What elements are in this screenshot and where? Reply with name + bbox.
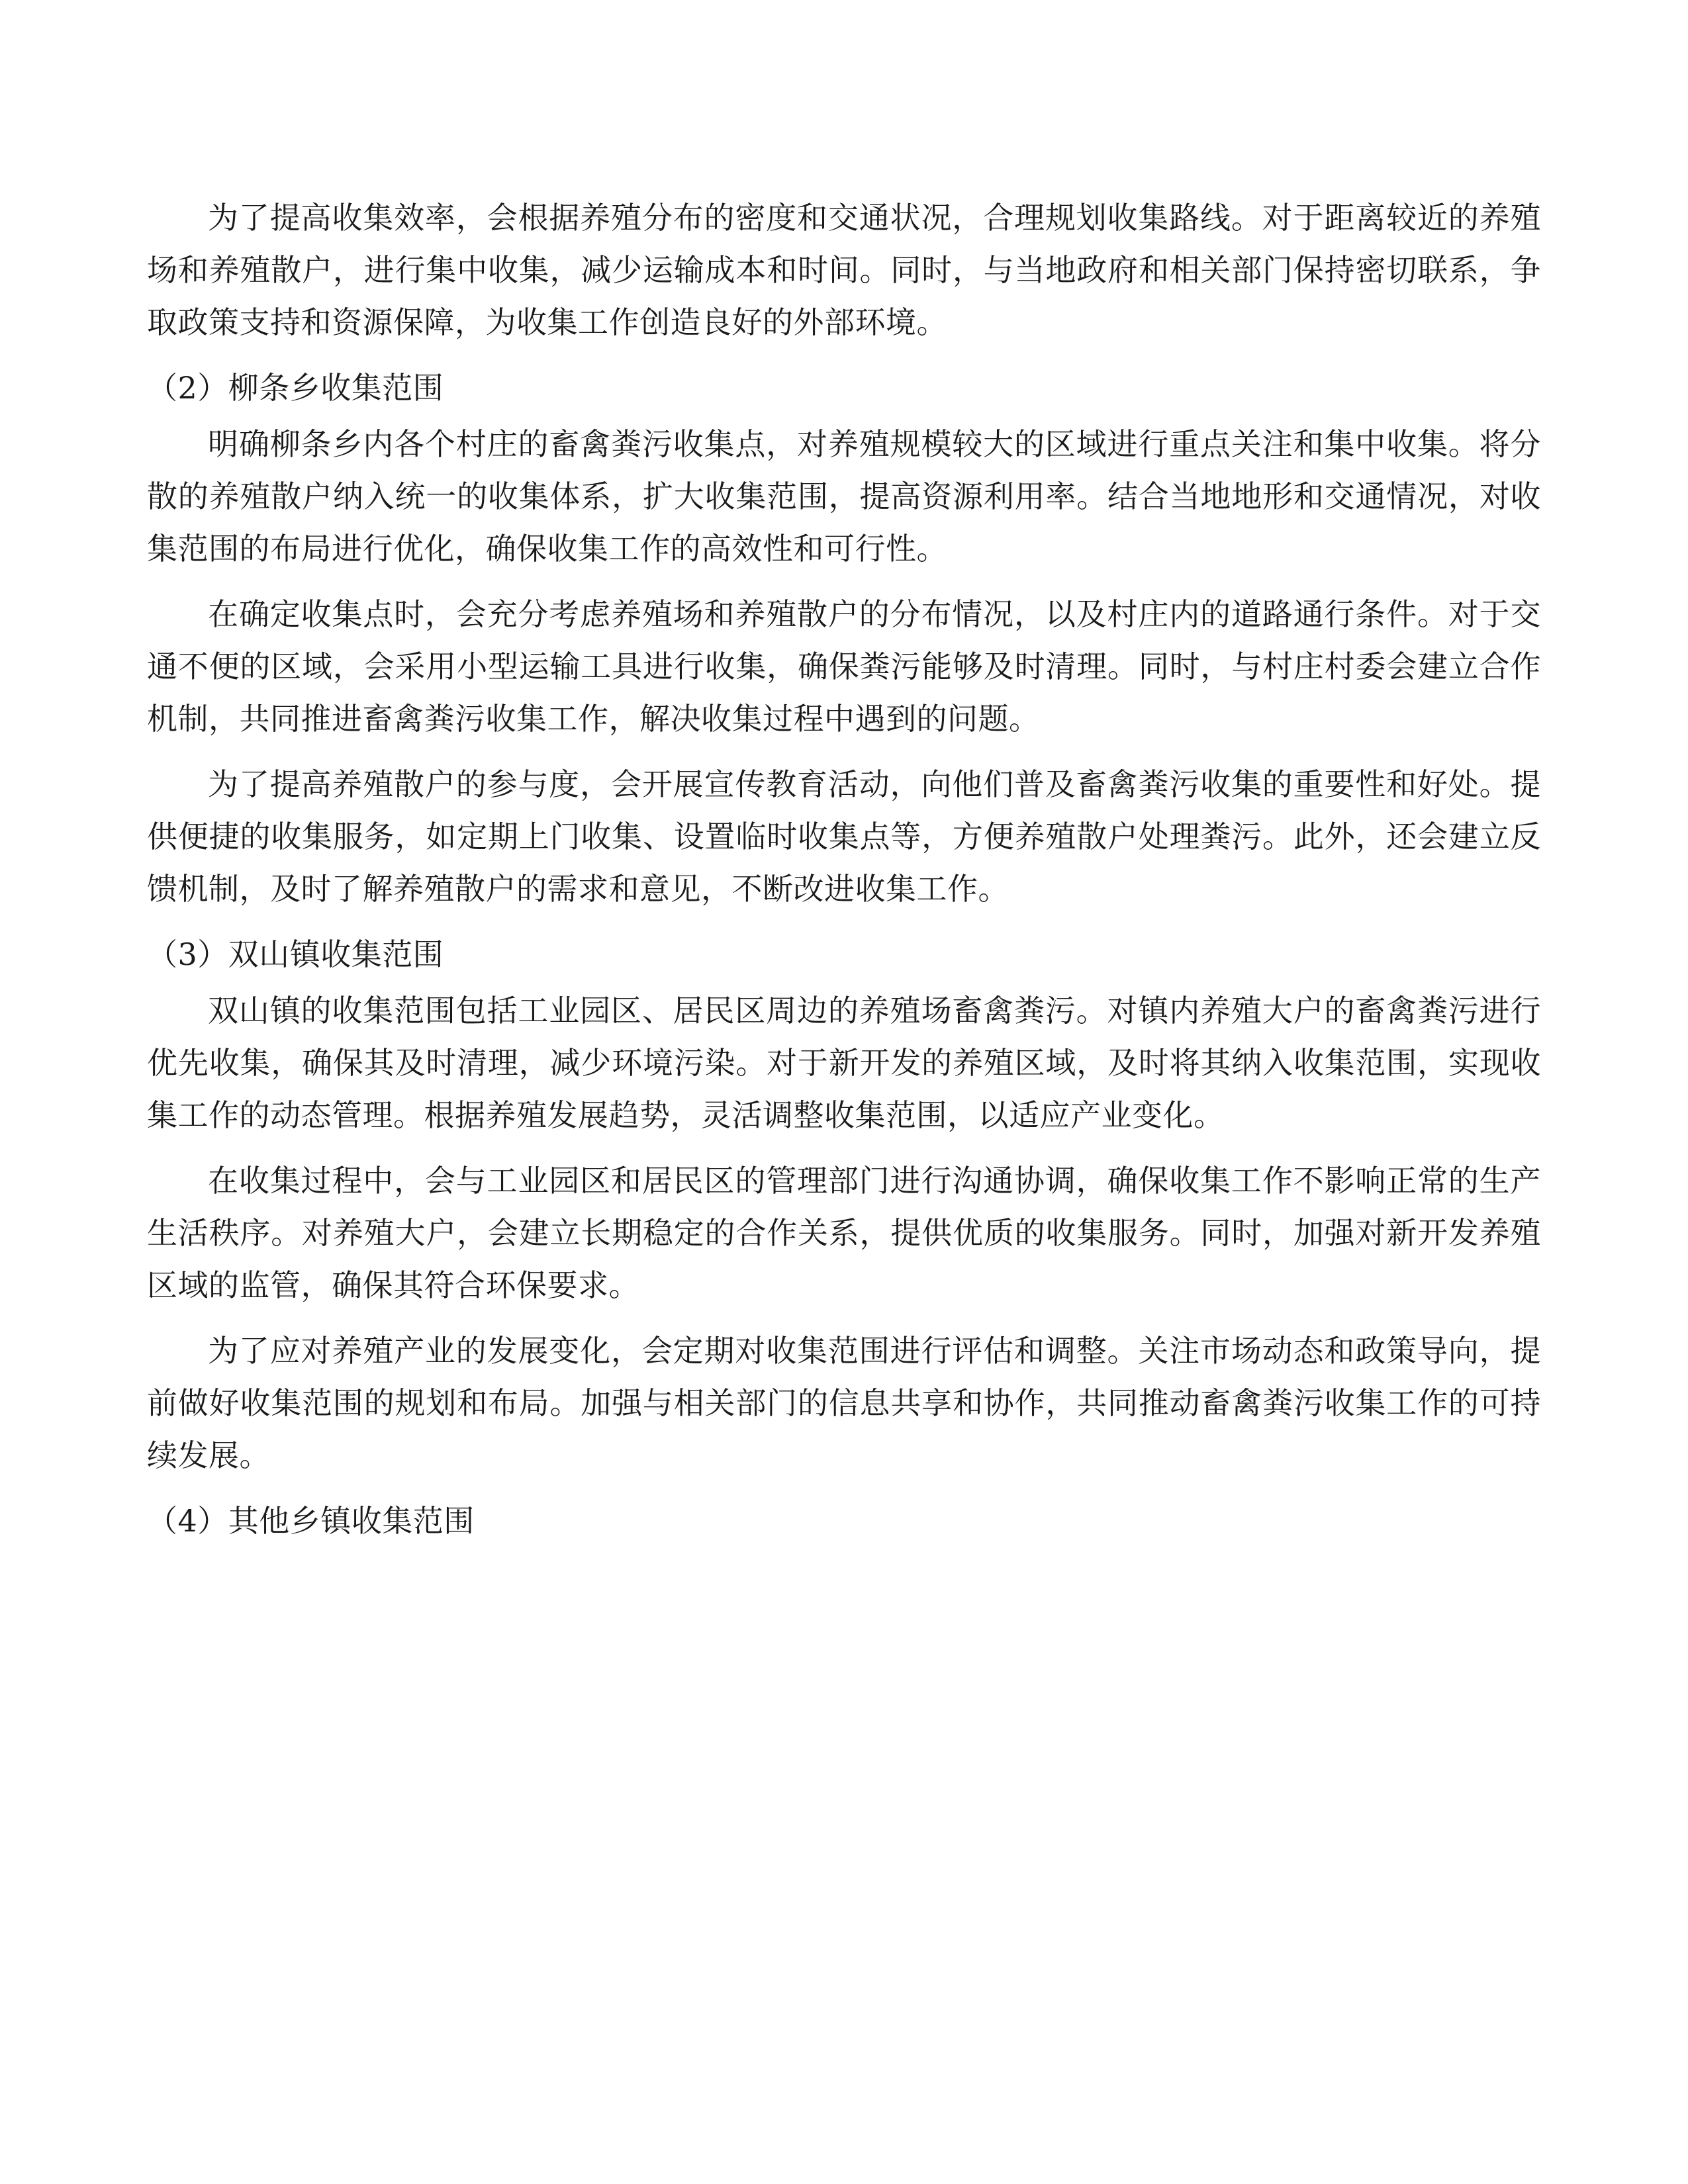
paragraph-shuangshan-scope: 双山镇的收集范围包括工业园区、居民区周边的养殖场畜禽粪污。对镇内养殖大户的畜禽粪污进行优先收集，确保其及时清理，减少环境污染。对于新开发的养殖区域，及时将其纳入收集范围，实现收集工作的动态管理。根据养殖发展趋势，灵活调整收集范围，以适应产业变化。 [147, 993, 1541, 1133]
paragraph-shuangshan-evaluation: 为了应对养殖产业的发展变化，会定期对收集范围进行评估和调整。关注市场动态和政策导向，提前做好收集范围的规划和布局。加强与相关部门的信息共享和协作，共同推动畜禽粪污收集工作的可持续发展。 [147, 1333, 1541, 1473]
document-page [147, 192, 1541, 1547]
paragraph-collection-efficiency: 为了提高收集效率，会根据养殖分布的密度和交通状况，合理规划收集路线。对于距离较近的养殖场和养殖散户，进行集中收集，减少运输成本和时间。同时，与当地政府和相关部门保持密切联系，争取政策支持和资源保障，为收集工作创造良好的外部环境。 [147, 200, 1541, 340]
heading-liutiao-township: （2）柳条乡收集范围 [147, 370, 444, 406]
paragraph-liutiao-participation: 为了提高养殖散户的参与度，会开展宣传教育活动，向他们普及畜禽粪污收集的重要性和好处。提供便捷的收集服务，如定期上门收集、设置临时收集点等，方便养殖散户处理粪污。此外，还会建立反馈机制，及时了解养殖散户的需求和意见，不断改进收集工作。 [147, 766, 1541, 907]
heading-other-townships: （4）其他乡镇收集范围 [147, 1503, 475, 1539]
heading-shuangshan-town: （3）双山镇收集范围 [147, 936, 444, 972]
paragraph-shuangshan-coordination: 在收集过程中，会与工业园区和居民区的管理部门进行沟通协调，确保收集工作不影响正常的生产生活秩序。对养殖大户，会建立长期稳定的合作关系，提供优质的收集服务。同时，加强对新开发养殖区域的监管，确保其符合环保要求。 [147, 1163, 1541, 1303]
paragraph-liutiao-collection-points: 在确定收集点时，会充分考虑养殖场和养殖散户的分布情况，以及村庄内的道路通行条件。对于交通不便的区域，会采用小型运输工具进行收集，确保粪污能够及时清理。同时，与村庄村委会建立合作机制，共同推进畜禽粪污收集工作，解决收集过程中遇到的问题。 [147, 596, 1541, 737]
paragraph-liutiao-scope: 明确柳条乡内各个村庄的畜禽粪污收集点，对养殖规模较大的区域进行重点关注和集中收集。将分散的养殖散户纳入统一的收集体系，扩大收集范围，提高资源利用率。结合当地地形和交通情况，对收集范围的布局进行优化，确保收集工作的高效性和可行性。 [147, 426, 1541, 567]
